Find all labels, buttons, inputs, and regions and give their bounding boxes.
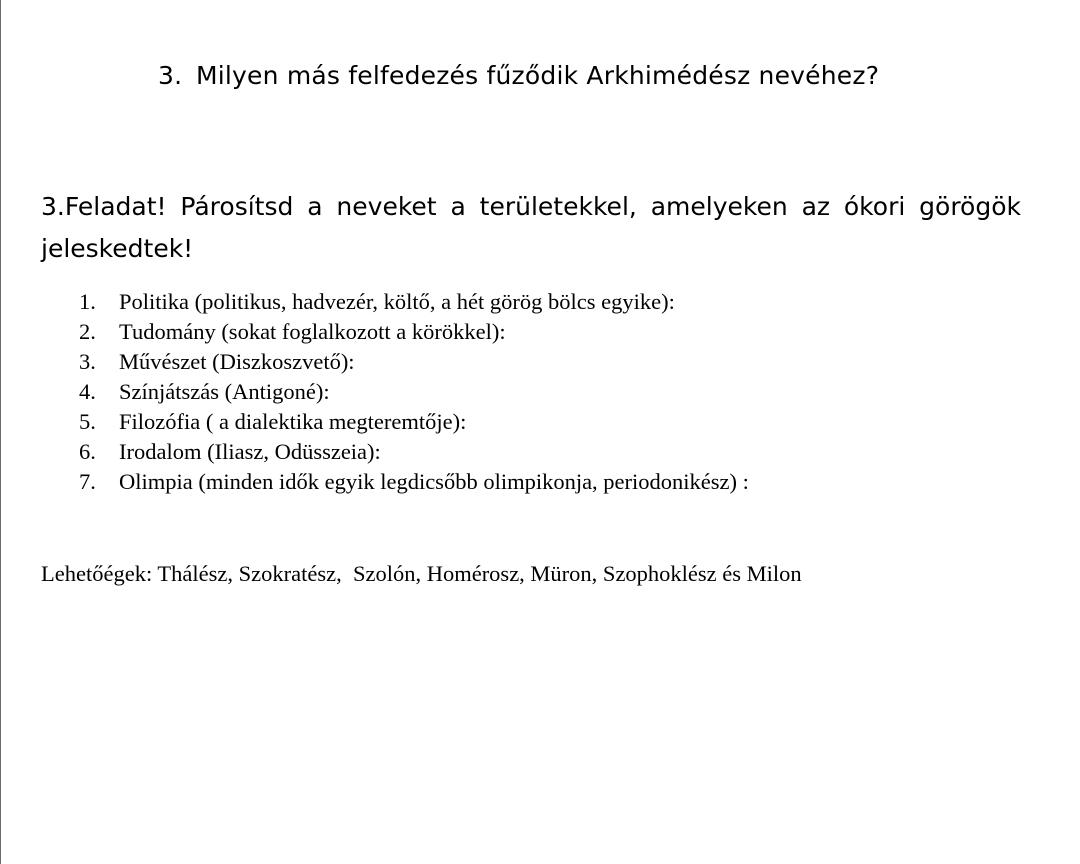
item-number: 3. xyxy=(79,349,96,374)
task-list xyxy=(79,287,749,497)
item-text: Filozófia ( a dialektika megteremtője): xyxy=(119,409,467,434)
list-item xyxy=(79,347,749,377)
task-heading: 3.Feladat! Párosítsd a neveket a területekkel, amelyeken az ókori görögök jeleskedtek! xyxy=(41,192,1021,263)
item-text: Művészet (Diszkoszvető): xyxy=(119,349,355,374)
item-text: Olimpia (minden idők egyik legdicsőbb olimpikonja, periodonikész) : xyxy=(119,469,749,494)
item-text: Színjátszás (Antigoné): xyxy=(119,379,330,404)
answer-options: Lehetőégek: Thálész, Szokratész, Szolón, Homérosz, Müron, Szophoklész és Milon xyxy=(41,561,802,586)
item-number: 7. xyxy=(79,469,96,494)
list-item xyxy=(79,407,749,437)
list-item xyxy=(79,467,749,497)
item-number: 5. xyxy=(79,409,96,434)
item-number: 4. xyxy=(79,379,96,404)
question-number: 3. xyxy=(158,61,183,90)
item-number: 1. xyxy=(79,289,96,314)
item-number: 6. xyxy=(79,439,96,464)
list-item xyxy=(79,287,749,317)
item-text: Irodalom (Iliasz, Odüsszeia): xyxy=(119,439,381,464)
question-3 xyxy=(158,61,879,90)
list-item xyxy=(79,317,749,347)
list-item xyxy=(79,437,749,467)
item-text: Tudomány (sokat foglalkozott a körökkel): xyxy=(119,319,506,344)
item-text: Politika (politikus, hadvezér, költő, a hét görög bölcs egyike): xyxy=(119,289,675,314)
item-number: 2. xyxy=(79,319,96,344)
list-item xyxy=(79,377,749,407)
question-text: Milyen más felfedezés fűződik Arkhimédész nevéhez? xyxy=(196,61,880,90)
